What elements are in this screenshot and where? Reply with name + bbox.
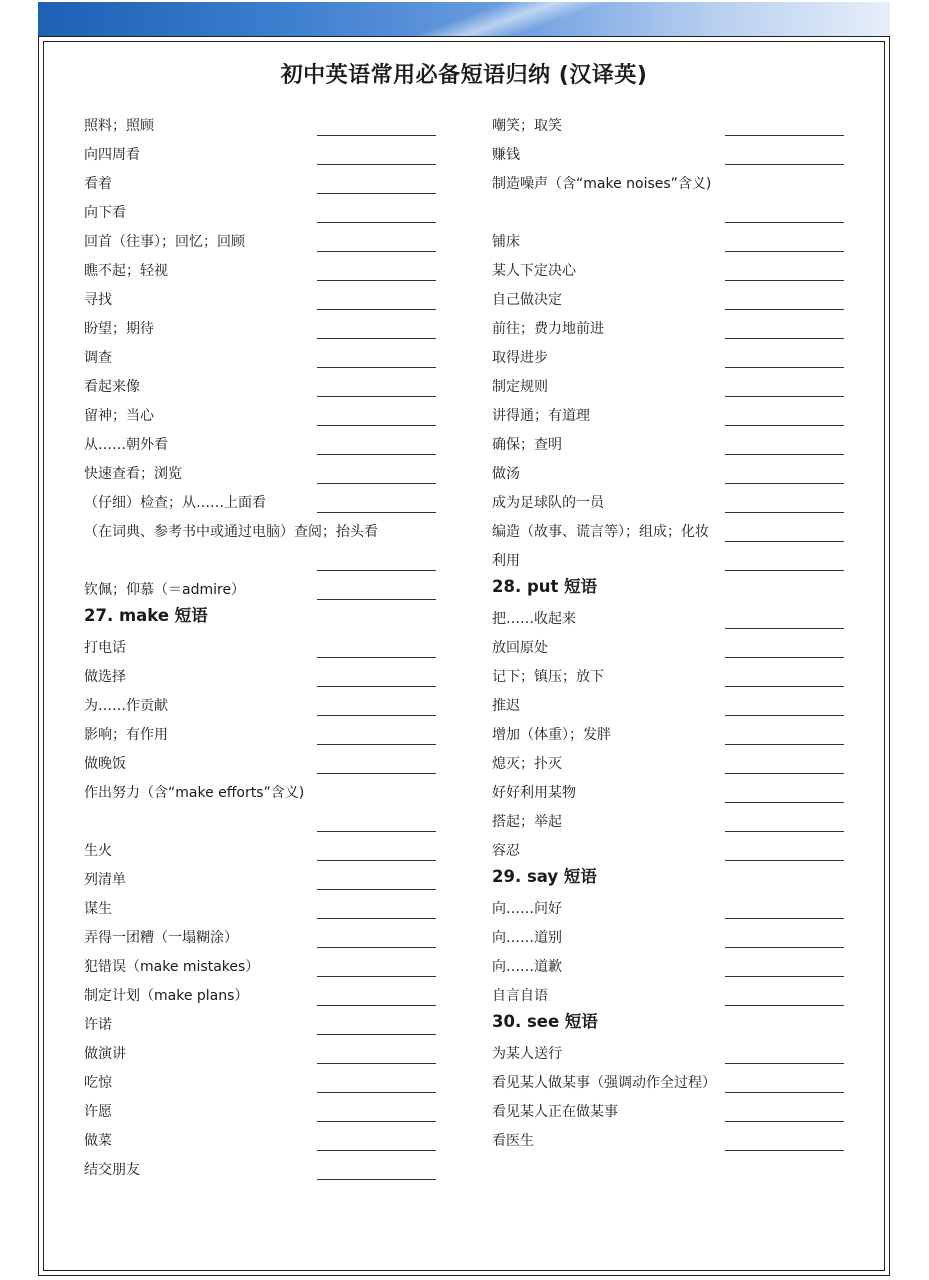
section-heading <box>492 577 844 606</box>
phrase-row <box>84 290 436 319</box>
answer-blank[interactable] <box>725 1063 844 1064</box>
phrase-row <box>84 899 436 928</box>
phrase-chinese: 打电话 <box>84 640 126 656</box>
phrase-chinese: 作出努力（含“make efforts”含义) <box>84 785 305 801</box>
answer-blank[interactable] <box>317 599 436 600</box>
page-title: 初中英语常用必备短语归纳 (汉译英) <box>280 63 648 88</box>
phrase-chinese: 编造（故事、谎言等）；组成；化妆 <box>492 524 709 540</box>
phrase-chinese: 向四周看 <box>84 147 140 163</box>
answer-blank[interactable] <box>725 715 844 716</box>
phrase-row <box>492 1073 844 1102</box>
answer-blank[interactable] <box>317 135 436 136</box>
phrase-row <box>492 203 844 232</box>
phrase-chinese: 自己做决定 <box>492 292 562 308</box>
phrase-chinese: 向下看 <box>84 205 126 221</box>
phrase-row <box>84 986 436 1015</box>
phrase-chinese: 成为足球队的一员 <box>492 495 604 511</box>
phrase-chinese: 吃惊 <box>84 1075 112 1091</box>
phrase-row <box>492 638 844 667</box>
phrase-row <box>84 957 436 986</box>
answer-blank[interactable] <box>317 425 436 426</box>
phrase-row <box>84 203 436 232</box>
phrase-chinese: 做晚饭 <box>84 756 126 772</box>
answer-blank[interactable] <box>725 918 844 919</box>
phrase-row <box>84 348 436 377</box>
phrase-row <box>84 377 436 406</box>
phrase-chinese: 做选择 <box>84 669 126 685</box>
answer-blank[interactable] <box>317 570 436 571</box>
phrase-row <box>492 493 844 522</box>
answer-blank[interactable] <box>725 628 844 629</box>
phrase-chinese: 看医生 <box>492 1133 534 1149</box>
answer-blank[interactable] <box>725 802 844 803</box>
phrase-chinese: 调查 <box>84 350 112 366</box>
phrase-row <box>84 841 436 870</box>
answer-blank[interactable] <box>725 773 844 774</box>
answer-blank[interactable] <box>317 1005 436 1006</box>
answer-blank[interactable] <box>317 918 436 919</box>
phrase-chinese: （在词典、参考书中或通过电脑）查阅；抬头看 <box>84 524 378 540</box>
answer-blank[interactable] <box>317 831 436 832</box>
phrase-row <box>492 145 844 174</box>
phrase-row <box>492 725 844 754</box>
answer-blank[interactable] <box>725 1150 844 1151</box>
phrase-chinese: 回首（往事）；回忆；回顾 <box>84 234 245 250</box>
phrase-chinese: 许愿 <box>84 1104 112 1120</box>
answer-blank[interactable] <box>317 744 436 745</box>
phrase-row <box>84 261 436 290</box>
phrase-chinese: 嘲笑；取笑 <box>492 118 562 134</box>
answer-blank[interactable] <box>725 309 844 310</box>
answer-blank[interactable] <box>725 1005 844 1006</box>
phrase-row <box>492 899 844 928</box>
phrase-row <box>84 696 436 725</box>
phrase-chinese: 制造噪声（含“make noises”含义) <box>492 176 712 192</box>
answer-blank[interactable] <box>317 1092 436 1093</box>
answer-blank[interactable] <box>317 947 436 948</box>
phrase-chinese: 结交朋友 <box>84 1162 140 1178</box>
phrase-chinese: 向……问好 <box>492 901 562 917</box>
phrase-chinese: 从……朝外看 <box>84 437 168 453</box>
phrase-chinese: 留神；当心 <box>84 408 154 424</box>
answer-blank[interactable] <box>317 483 436 484</box>
phrase-chinese: 推迟 <box>492 698 520 714</box>
answer-blank[interactable] <box>725 483 844 484</box>
header-banner-highlight <box>300 2 720 36</box>
phrase-row <box>84 232 436 261</box>
answer-blank[interactable] <box>317 280 436 281</box>
answer-blank[interactable] <box>317 773 436 774</box>
phrase-row <box>492 116 844 145</box>
phrase-row <box>492 522 844 551</box>
section-heading <box>492 1012 844 1041</box>
phrase-chinese: 增加（体重）；发胖 <box>492 727 611 743</box>
phrase-row <box>84 1131 436 1160</box>
phrase-row <box>84 551 436 580</box>
answer-blank[interactable] <box>317 396 436 397</box>
phrase-row <box>492 261 844 290</box>
phrase-row <box>84 1044 436 1073</box>
phrase-chinese: 好好利用某物 <box>492 785 576 801</box>
phrase-chinese: 取得进步 <box>492 350 548 366</box>
phrase-row <box>84 1073 436 1102</box>
phrase-row <box>84 1102 436 1131</box>
phrase-chinese: 向……道歉 <box>492 959 562 975</box>
phrase-row <box>492 377 844 406</box>
phrase-chinese: 做菜 <box>84 1133 112 1149</box>
answer-blank[interactable] <box>725 976 844 977</box>
phrase-row <box>492 232 844 261</box>
phrase-row <box>84 406 436 435</box>
phrase-chinese: 快速查看；浏览 <box>84 466 182 482</box>
phrase-chinese: 搭起；举起 <box>492 814 562 830</box>
phrase-row <box>84 522 436 551</box>
phrase-chinese: 为某人送行 <box>492 1046 562 1062</box>
phrase-row <box>492 986 844 1015</box>
section-heading <box>492 867 844 896</box>
phrase-row <box>492 812 844 841</box>
answer-blank[interactable] <box>725 831 844 832</box>
phrase-row <box>84 638 436 667</box>
answer-blank[interactable] <box>725 164 844 165</box>
phrase-chinese: 列清单 <box>84 872 126 888</box>
phrase-chinese: 影响；有作用 <box>84 727 168 743</box>
phrase-chinese: 前往；费力地前进 <box>492 321 604 337</box>
answer-blank[interactable] <box>725 367 844 368</box>
phrase-chinese: 谋生 <box>84 901 112 917</box>
phrase-chinese: 放回原处 <box>492 640 548 656</box>
phrase-row <box>492 464 844 493</box>
answer-blank[interactable] <box>317 860 436 861</box>
answer-blank[interactable] <box>725 570 844 571</box>
phrase-row <box>84 145 436 174</box>
phrase-row <box>84 174 436 203</box>
answer-blank[interactable] <box>725 860 844 861</box>
answer-blank[interactable] <box>725 222 844 223</box>
answer-blank[interactable] <box>725 425 844 426</box>
phrase-row <box>492 609 844 638</box>
phrase-row <box>84 783 436 812</box>
answer-blank[interactable] <box>317 1034 436 1035</box>
phrase-chinese: 制定规则 <box>492 379 548 395</box>
phrase-chinese: 讲得通；有道理 <box>492 408 590 424</box>
phrase-chinese: 容忍 <box>492 843 520 859</box>
phrase-row <box>492 551 844 580</box>
phrase-chinese: 记下；镇压；放下 <box>492 669 604 685</box>
phrase-row <box>84 580 436 609</box>
phrase-row <box>492 783 844 812</box>
phrase-row <box>492 435 844 464</box>
answer-blank[interactable] <box>317 1179 436 1180</box>
answer-blank[interactable] <box>317 1063 436 1064</box>
answer-blank[interactable] <box>317 338 436 339</box>
phrase-chinese: （仔细）检查；从……上面看 <box>84 495 266 511</box>
answer-blank[interactable] <box>317 976 436 977</box>
phrase-row <box>84 1015 436 1044</box>
phrase-chinese: 赚钱 <box>492 147 520 163</box>
phrase-row <box>492 1102 844 1131</box>
phrase-chinese: 生火 <box>84 843 112 859</box>
answer-blank[interactable] <box>725 135 844 136</box>
phrase-row <box>84 435 436 464</box>
phrase-chinese: 为……作贡献 <box>84 698 168 714</box>
phrase-chinese: 看见某人做某事（强调动作全过程） <box>492 1075 716 1091</box>
phrase-chinese: 瞧不起；轻视 <box>84 263 168 279</box>
answer-blank[interactable] <box>317 657 436 658</box>
answer-blank[interactable] <box>317 222 436 223</box>
answer-blank[interactable] <box>725 338 844 339</box>
answer-blank[interactable] <box>317 1121 436 1122</box>
phrase-row <box>492 928 844 957</box>
phrase-chinese: 许诺 <box>84 1017 112 1033</box>
phrase-chinese: 犯错误（make mistakes） <box>84 959 260 975</box>
answer-blank[interactable] <box>317 686 436 687</box>
answer-blank[interactable] <box>725 657 844 658</box>
phrase-chinese: 熄灭；扑灭 <box>492 756 562 772</box>
section-title: 29. say 短语 <box>492 867 597 886</box>
phrase-row <box>492 174 844 203</box>
phrase-chinese: 某人下定决心 <box>492 263 576 279</box>
phrase-row <box>492 1131 844 1160</box>
answer-blank[interactable] <box>317 367 436 368</box>
section-heading <box>84 606 436 635</box>
phrase-chinese: 看起来像 <box>84 379 140 395</box>
phrase-row <box>84 319 436 348</box>
answer-blank[interactable] <box>725 396 844 397</box>
answer-blank[interactable] <box>725 454 844 455</box>
answer-blank[interactable] <box>725 947 844 948</box>
answer-blank[interactable] <box>317 309 436 310</box>
phrase-row <box>84 725 436 754</box>
phrase-row <box>492 348 844 377</box>
phrase-row <box>492 696 844 725</box>
answer-blank[interactable] <box>725 541 844 542</box>
answer-blank[interactable] <box>317 1150 436 1151</box>
phrase-row <box>492 957 844 986</box>
phrase-chinese: 向……道别 <box>492 930 562 946</box>
phrase-row <box>492 754 844 783</box>
phrase-row <box>492 406 844 435</box>
answer-blank[interactable] <box>317 512 436 513</box>
phrase-row <box>84 928 436 957</box>
phrase-chinese: 制定计划（make plans） <box>84 988 249 1004</box>
answer-blank[interactable] <box>317 889 436 890</box>
phrase-chinese: 做汤 <box>492 466 520 482</box>
answer-blank[interactable] <box>725 744 844 745</box>
phrase-row <box>492 1044 844 1073</box>
phrase-row <box>492 319 844 348</box>
answer-blank[interactable] <box>317 251 436 252</box>
phrase-row <box>84 493 436 522</box>
phrase-row <box>492 667 844 696</box>
answer-blank[interactable] <box>317 454 436 455</box>
phrase-row <box>84 1160 436 1189</box>
phrase-chinese: 看着 <box>84 176 112 192</box>
answer-blank[interactable] <box>317 715 436 716</box>
phrase-chinese: 看见某人正在做某事 <box>492 1104 618 1120</box>
phrase-row <box>84 667 436 696</box>
phrase-chinese: 铺床 <box>492 234 520 250</box>
phrase-row <box>492 841 844 870</box>
answer-blank[interactable] <box>725 686 844 687</box>
phrase-chinese: 利用 <box>492 553 520 569</box>
phrase-chinese: 把……收起来 <box>492 611 576 627</box>
phrase-chinese: 弄得一团糟（一塌糊涂） <box>84 930 238 946</box>
phrase-chinese: 照料；照顾 <box>84 118 154 134</box>
phrase-row <box>84 116 436 145</box>
answer-blank[interactable] <box>725 1121 844 1122</box>
answer-blank[interactable] <box>725 280 844 281</box>
phrase-row <box>84 754 436 783</box>
phrase-chinese: 做演讲 <box>84 1046 126 1062</box>
answer-blank[interactable] <box>725 512 844 513</box>
answer-blank[interactable] <box>317 164 436 165</box>
phrase-chinese: 钦佩；仰慕（＝admire） <box>84 582 246 598</box>
phrase-row <box>84 870 436 899</box>
section-title: 28. put 短语 <box>492 577 598 596</box>
answer-blank[interactable] <box>725 251 844 252</box>
phrase-chinese: 寻找 <box>84 292 112 308</box>
section-title: 30. see 短语 <box>492 1012 598 1031</box>
phrase-chinese: 确保；查明 <box>492 437 562 453</box>
phrase-row <box>492 290 844 319</box>
phrase-row <box>84 812 436 841</box>
phrase-chinese: 自言自语 <box>492 988 548 1004</box>
section-title: 27. make 短语 <box>84 606 208 625</box>
answer-blank[interactable] <box>317 193 436 194</box>
answer-blank[interactable] <box>725 1092 844 1093</box>
phrase-row <box>84 464 436 493</box>
phrase-chinese: 盼望；期待 <box>84 321 154 337</box>
